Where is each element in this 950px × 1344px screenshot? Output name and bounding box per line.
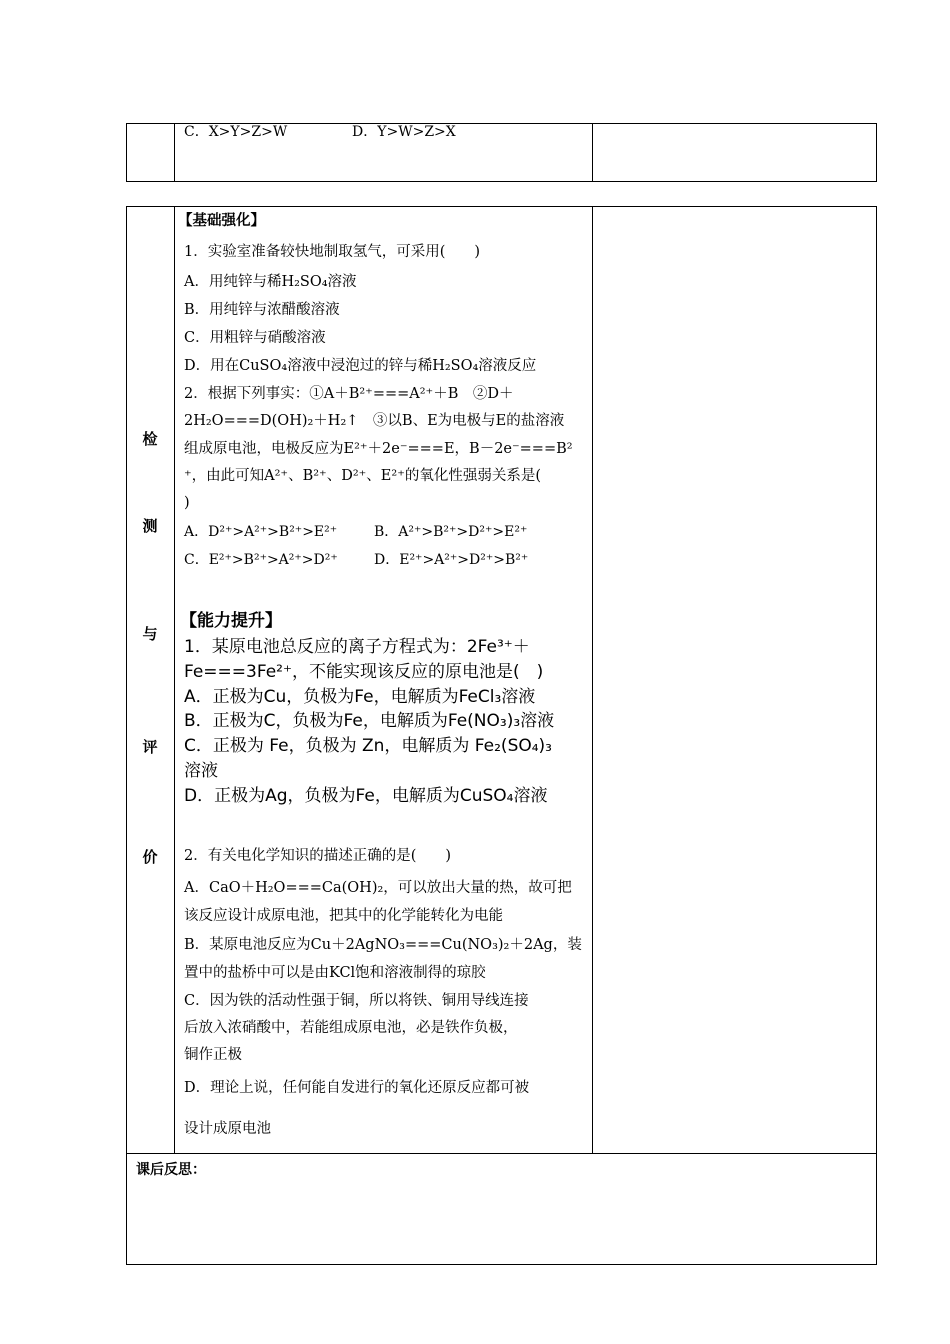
advanced-q2-option-b-line-1: B．某原电池反应为Cu＋2AgNO₃===Cu(NO₃)₂＋2Ag，装 xyxy=(184,937,582,953)
basic-q2-option-c: C．E²⁺>B²⁺>A²⁺>D²⁺ xyxy=(184,552,338,568)
reflection-label: 课后反思： xyxy=(136,1162,206,1178)
side-label-char-1: 检 xyxy=(142,430,158,448)
advanced-q2-option-c-line-2: 后放入浓硝酸中，若能组成原电池，必是铁作负极， xyxy=(184,1020,518,1036)
advanced-q1-option-d: D．正极为Ag，负极为Fe，电解质为CuSO₄溶液 xyxy=(184,786,548,806)
advanced-q1-option-c-line-1: C．正极为 Fe，负极为 Zn，电解质为 Fe₂(SO₄)₃ xyxy=(184,736,552,756)
advanced-q2-option-a-line-1: A．CaO＋H₂O===Ca(OH)₂，可以放出大量的热，故可把 xyxy=(184,880,572,896)
basic-q2-line-2: 2H₂O===D(OH)₂＋H₂↑ ③以B、E为电极与E的盐溶液 xyxy=(184,413,565,429)
option-c-order: C．X>Y>Z>W xyxy=(184,124,288,140)
side-label-char-3: 与 xyxy=(142,625,158,643)
basic-q2-line-5: ) xyxy=(184,495,190,511)
advanced-q1-line-2: Fe===3Fe²⁺，不能实现该反应的原电池是( ) xyxy=(184,662,544,682)
advanced-q2-option-d-line-1: D．理论上说，任何能自发进行的氧化还原反应都可被 xyxy=(184,1080,530,1096)
basic-q1-option-b: B．用纯锌与浓醋酸溶液 xyxy=(184,302,340,318)
advanced-q1-option-a: A．正极为Cu，负极为Fe，电解质为FeCl₃溶液 xyxy=(184,687,536,707)
advanced-q2-stem: 2．有关电化学知识的描述正确的是( ) xyxy=(184,848,452,864)
advanced-q2-option-a-line-2: 该反应设计成原电池，把其中的化学能转化为电能 xyxy=(184,908,503,924)
advanced-q2-option-c-line-1: C．因为铁的活动性强于铜，所以将铁、铜用导线连接 xyxy=(184,993,529,1009)
basic-q1-option-d: D．用在CuSO₄溶液中浸泡过的锌与稀H₂SO₄溶液反应 xyxy=(184,358,537,374)
advanced-q1-line-1: 1．某原电池总反应的离子方程式为：2Fe³⁺＋ xyxy=(184,637,530,657)
side-label-char-4: 评 xyxy=(142,738,158,756)
basic-q2-line-4: ⁺，由此可知A²⁺、B²⁺、D²⁺、E²⁺的氧化性强弱关系是( xyxy=(184,468,542,484)
basic-q2-line-1: 2．根据下列事实：①A＋B²⁺===A²⁺＋B ②D＋ xyxy=(184,386,514,402)
basic-q1-stem: 1．实验室准备较快地制取氢气，可采用( ) xyxy=(184,244,481,260)
basic-heading: 【基础强化】 xyxy=(178,212,265,229)
basic-q2-option-d: D．E²⁺>A²⁺>D²⁺>B²⁺ xyxy=(374,552,529,568)
side-label-char-2: 测 xyxy=(142,517,158,535)
advanced-q1-option-b: B．正极为C，负极为Fe，电解质为Fe(NO₃)₃溶液 xyxy=(184,711,555,731)
basic-q2-line-3: 组成原电池，电极反应为E²⁺＋2e⁻===E，B－2e⁻===B² xyxy=(184,441,573,457)
basic-q2-option-a: A．D²⁺>A²⁺>B²⁺>E²⁺ xyxy=(184,524,338,540)
basic-q1-option-a: A．用纯锌与稀H₂SO₄溶液 xyxy=(184,274,357,290)
top-table-divider-left xyxy=(174,123,175,182)
advanced-q2-option-c-line-3: 铜作正极 xyxy=(184,1047,242,1063)
advanced-q1-option-c-line-2: 溶液 xyxy=(184,761,218,781)
main-table-divider-right xyxy=(592,206,593,1154)
advanced-q2-option-b-line-2: 置中的盐桥中可以是由KCl饱和溶液制得的琼胶 xyxy=(184,965,486,981)
top-table-divider-right xyxy=(592,123,593,182)
reflection-divider xyxy=(126,1153,877,1154)
basic-q2-option-b: B．A²⁺>B²⁺>D²⁺>E²⁺ xyxy=(374,524,528,540)
advanced-heading: 【能力提升】 xyxy=(180,611,282,631)
basic-q1-option-c: C．用粗锌与硝酸溶液 xyxy=(184,330,326,346)
option-d-order: D．Y>W>Z>X xyxy=(352,124,456,140)
advanced-q2-option-d-line-2: 设计成原电池 xyxy=(184,1121,271,1137)
main-table-divider-left xyxy=(174,206,175,1154)
side-label-char-5: 价 xyxy=(142,848,158,866)
